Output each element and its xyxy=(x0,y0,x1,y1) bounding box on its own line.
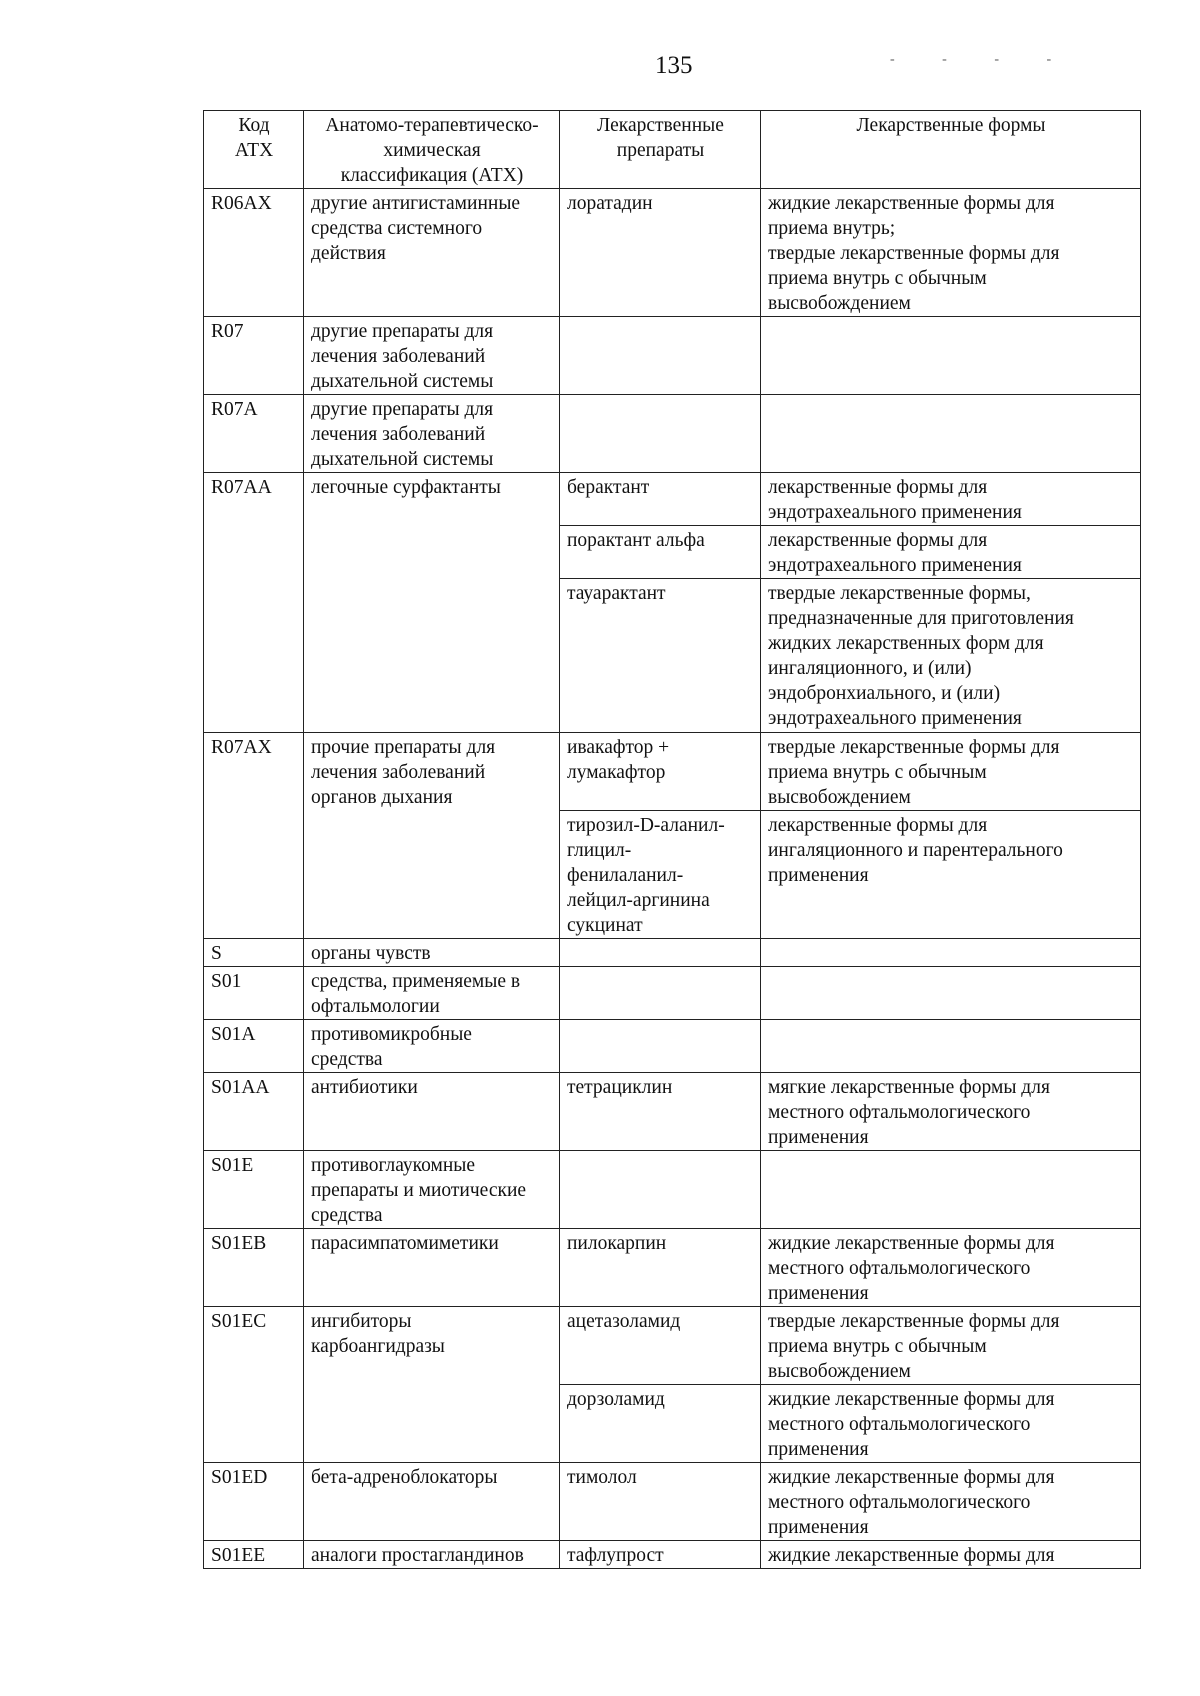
drug-cell: ивакафтор + лумакафтор xyxy=(560,733,761,811)
table-row xyxy=(204,1541,1141,1569)
drug-cell: тетрациклин xyxy=(560,1073,761,1151)
dosage-form-cell xyxy=(761,1020,1141,1073)
drug-cell xyxy=(560,317,761,395)
dosage-form-cell xyxy=(761,939,1141,967)
dosage-form-cell: жидкие лекарственные формы для местного офтальмологического применения xyxy=(761,1463,1141,1541)
dosage-form-cell: лекарственные формы для эндотрахеального применения xyxy=(761,473,1141,526)
atc-code-cell: R07AA xyxy=(204,473,304,733)
atc-code-cell: R06AX xyxy=(204,189,304,317)
scan-artifact-marks: - - - - xyxy=(890,52,1074,67)
atc-code-cell: S01AA xyxy=(204,1073,304,1151)
drug-cell: дорзоламид xyxy=(560,1385,761,1463)
drug-cell: тирозил-D-аланил- глицил- фенилаланил- лейцил-аргинина сукцинат xyxy=(560,811,761,939)
table-header-row xyxy=(204,111,1141,189)
atc-classification-cell: другие антигистаминные средства системного действия xyxy=(304,189,560,317)
drug-cell xyxy=(560,939,761,967)
dosage-form-cell: жидкие лекарственные формы для местного офтальмологического применения xyxy=(761,1385,1141,1463)
drug-cell: лоратадин xyxy=(560,189,761,317)
atc-code-cell: S01E xyxy=(204,1151,304,1229)
page-number: 135 xyxy=(655,52,693,79)
atc-classification-cell: бета-адреноблокаторы xyxy=(304,1463,560,1541)
atc-classification-cell: другие препараты для лечения заболеваний дыхательной системы xyxy=(304,395,560,473)
atc-code-cell: S01EB xyxy=(204,1229,304,1307)
table-row xyxy=(204,317,1141,395)
dosage-form-cell xyxy=(761,395,1141,473)
atc-table xyxy=(203,110,1141,1569)
table-row xyxy=(204,473,1141,526)
atc-classification-cell: противоглаукомные препараты и миотические средства xyxy=(304,1151,560,1229)
header-atc-code: Код АТХ xyxy=(204,111,304,189)
atc-classification-cell: противомикробные средства xyxy=(304,1020,560,1073)
atc-classification-cell: антибиотики xyxy=(304,1073,560,1151)
table-row xyxy=(204,1020,1141,1073)
atc-classification-cell: органы чувств xyxy=(304,939,560,967)
dosage-form-cell: твердые лекарственные формы для приема внутрь с обычным высвобождением xyxy=(761,1307,1141,1385)
drug-cell: тауарактант xyxy=(560,579,761,733)
header-dosage-forms: Лекарственные формы xyxy=(761,111,1141,189)
dosage-form-cell: жидкие лекарственные формы для местного офтальмологического применения xyxy=(761,1229,1141,1307)
atc-code-cell: R07AX xyxy=(204,733,304,939)
dosage-form-cell: твердые лекарственные формы, предназначенные для приготовления жидких лекарственных форм для ингаляционного, и (или) эндобронхиального, и (или) эндотрахеального применения xyxy=(761,579,1141,733)
table-body xyxy=(204,189,1141,1569)
dosage-form-cell: мягкие лекарственные формы для местного офтальмологического применения xyxy=(761,1073,1141,1151)
table-row xyxy=(204,939,1141,967)
atc-code-cell: S01EC xyxy=(204,1307,304,1463)
dosage-form-cell: лекарственные формы для эндотрахеального применения xyxy=(761,526,1141,579)
drug-cell: ацетазоламид xyxy=(560,1307,761,1385)
table-row xyxy=(204,733,1141,811)
drug-cell: пилокарпин xyxy=(560,1229,761,1307)
table-row xyxy=(204,1073,1141,1151)
dosage-form-cell xyxy=(761,967,1141,1020)
atc-classification-cell: ингибиторы карбоангидразы xyxy=(304,1307,560,1463)
drug-cell xyxy=(560,1151,761,1229)
drug-cell xyxy=(560,967,761,1020)
dosage-form-cell: жидкие лекарственные формы для xyxy=(761,1541,1141,1569)
drug-cell: тимолол xyxy=(560,1463,761,1541)
dosage-form-cell: твердые лекарственные формы для приема внутрь с обычным высвобождением xyxy=(761,733,1141,811)
drug-cell: порактант альфа xyxy=(560,526,761,579)
drug-cell xyxy=(560,395,761,473)
atc-code-cell: S01EE xyxy=(204,1541,304,1569)
table-row xyxy=(204,1151,1141,1229)
atc-code-cell: S01 xyxy=(204,967,304,1020)
table-row xyxy=(204,1463,1141,1541)
atc-classification-cell: легочные сурфактанты xyxy=(304,473,560,733)
dosage-form-cell xyxy=(761,317,1141,395)
atc-code-cell: R07 xyxy=(204,317,304,395)
atc-classification-cell: другие препараты для лечения заболеваний дыхательной системы xyxy=(304,317,560,395)
atc-code-cell: S xyxy=(204,939,304,967)
dosage-form-cell: лекарственные формы для ингаляционного и парентерального применения xyxy=(761,811,1141,939)
table-row xyxy=(204,1307,1141,1385)
atc-code-cell: S01A xyxy=(204,1020,304,1073)
table-row xyxy=(204,967,1141,1020)
table-row xyxy=(204,1229,1141,1307)
drug-cell: берактант xyxy=(560,473,761,526)
header-drugs: Лекарственные препараты xyxy=(560,111,761,189)
dosage-form-cell: жидкие лекарственные формы для приема внутрь; твердые лекарственные формы для приема внутрь с обычным высвобождением xyxy=(761,189,1141,317)
dosage-form-cell xyxy=(761,1151,1141,1229)
header-atc-classification: Анатомо-терапевтическо- химическая классификация (АТХ) xyxy=(304,111,560,189)
drug-cell: тафлупрост xyxy=(560,1541,761,1569)
atc-classification-cell: аналоги простагландинов xyxy=(304,1541,560,1569)
drug-cell xyxy=(560,1020,761,1073)
table-row xyxy=(204,395,1141,473)
atc-classification-cell: средства, применяемые в офтальмологии xyxy=(304,967,560,1020)
atc-classification-cell: прочие препараты для лечения заболеваний органов дыхания xyxy=(304,733,560,939)
table-row xyxy=(204,189,1141,317)
atc-classification-cell: парасимпатомиметики xyxy=(304,1229,560,1307)
atc-code-cell: R07A xyxy=(204,395,304,473)
atc-code-cell: S01ED xyxy=(204,1463,304,1541)
